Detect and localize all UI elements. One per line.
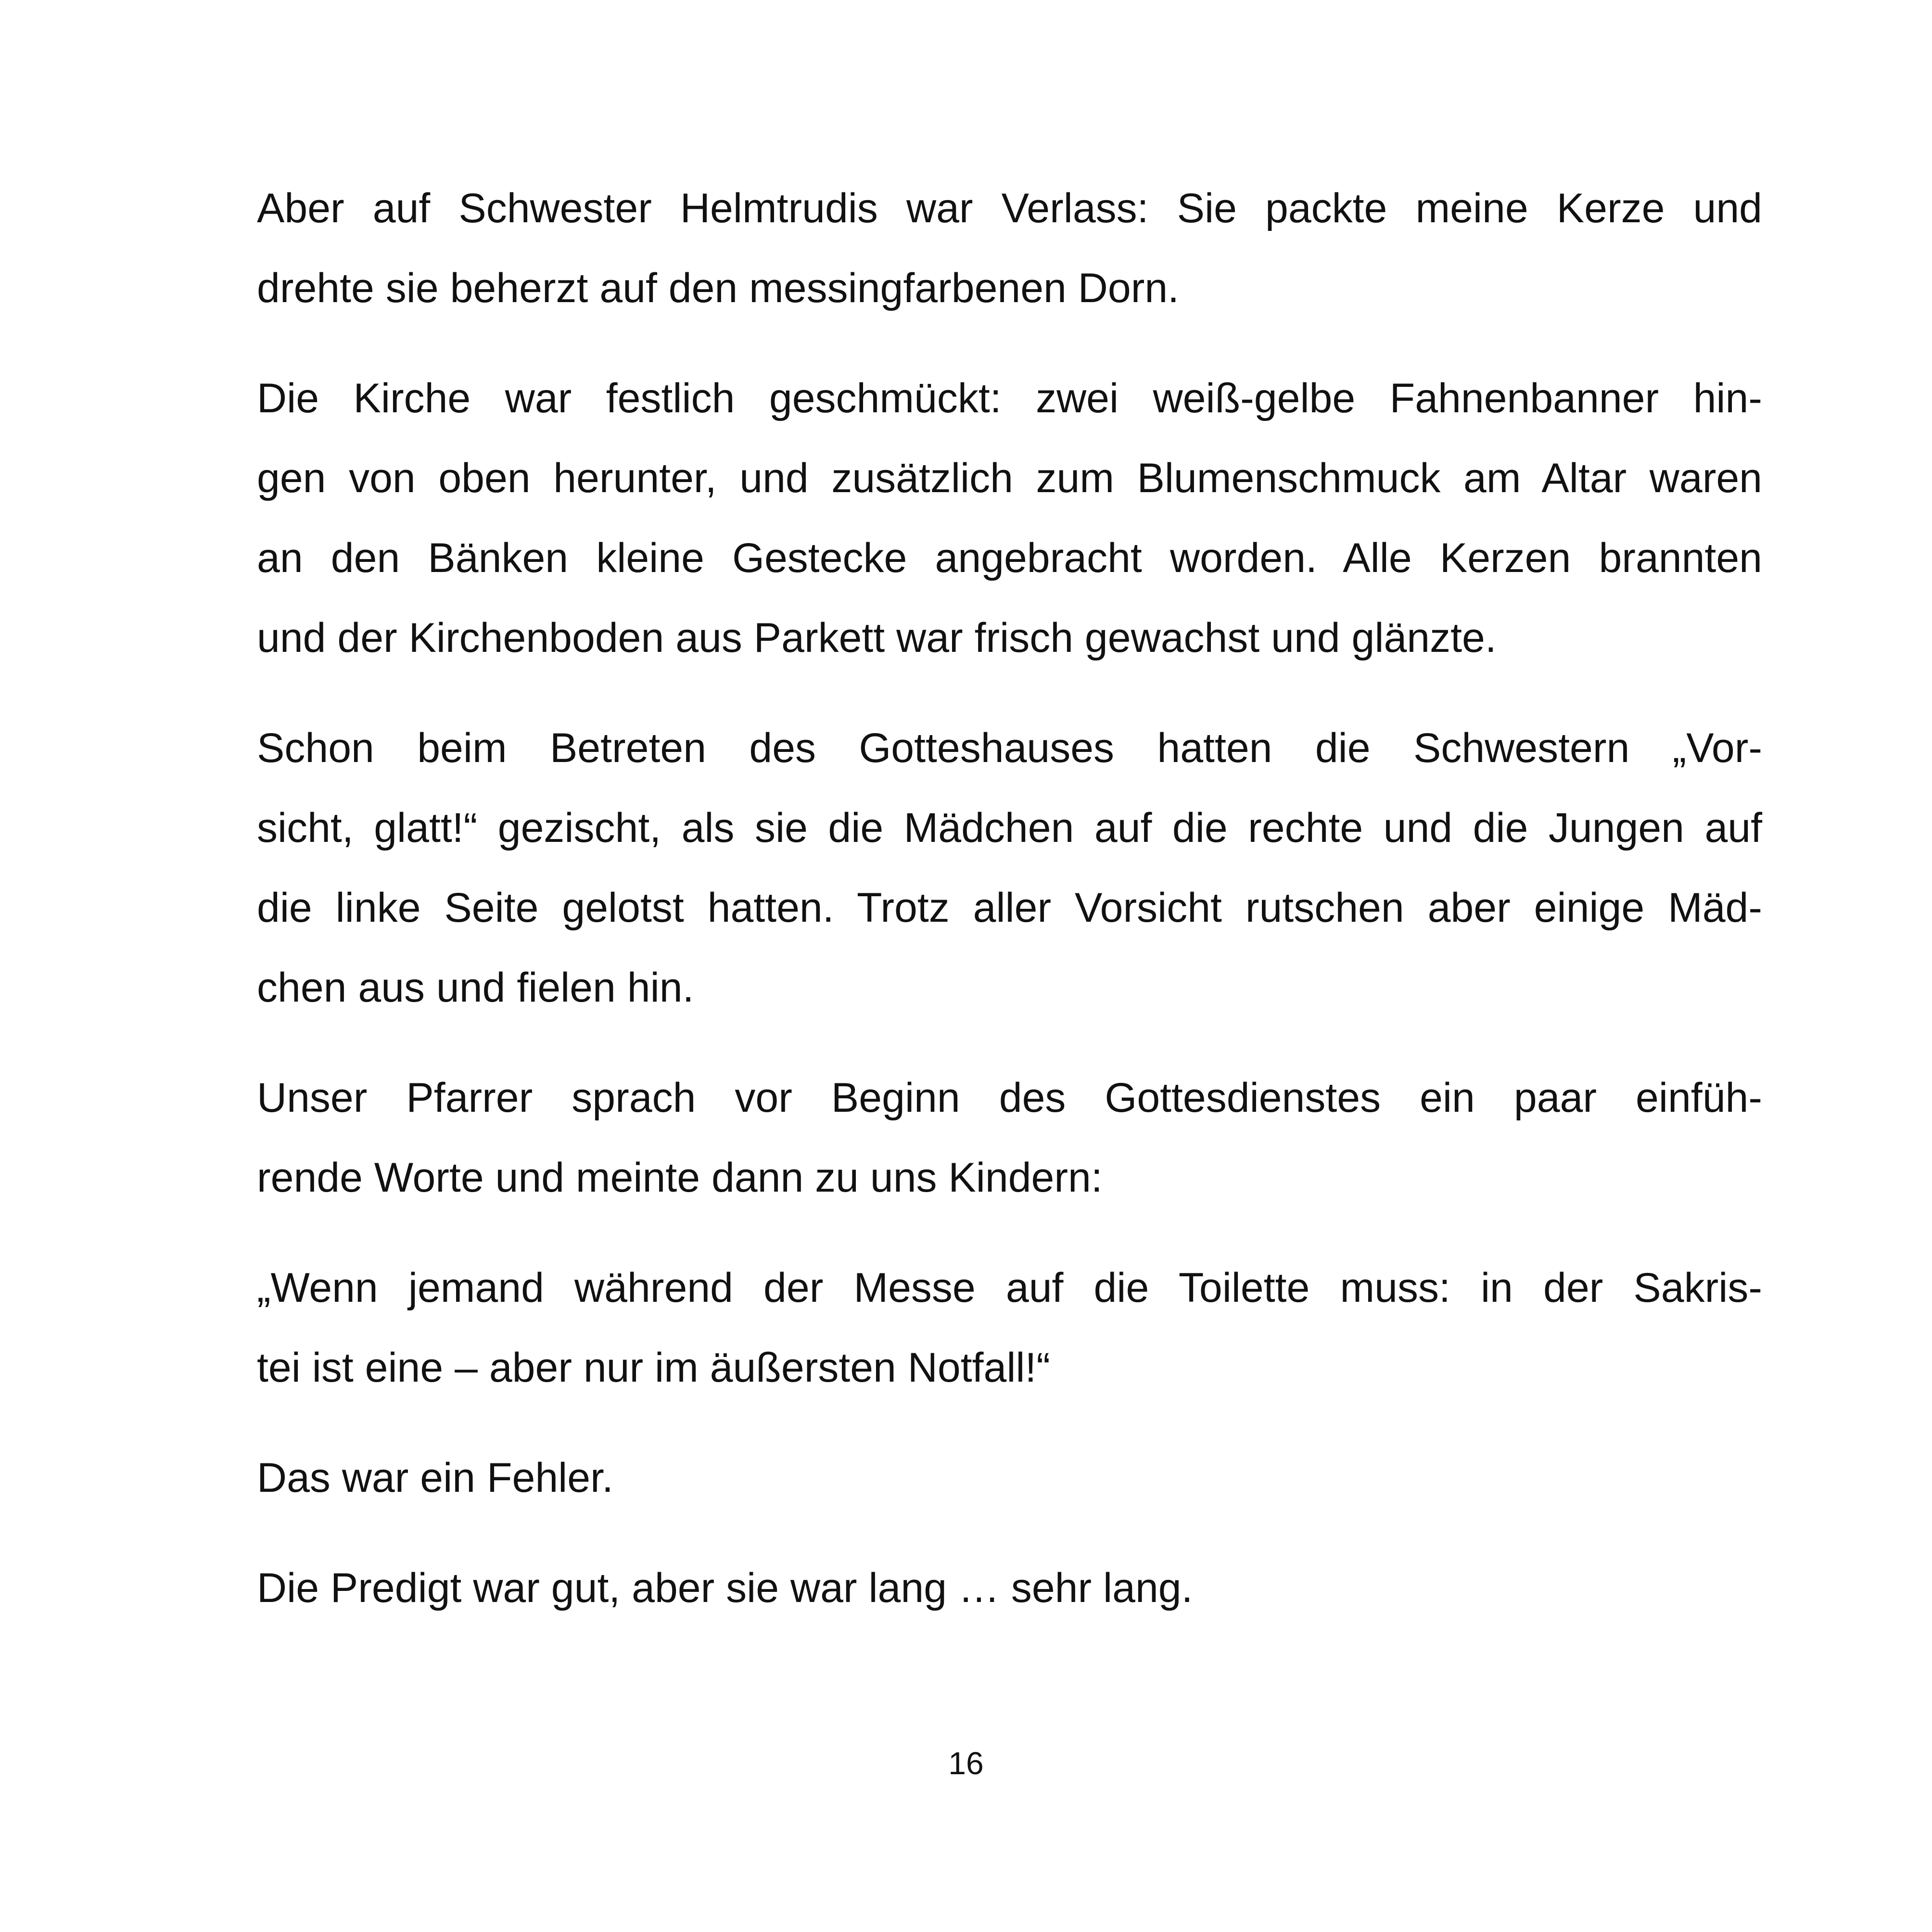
paragraph-2 — [172, 358, 1762, 678]
text-line: rende Worte und meinte dann zu uns Kindern: — [257, 1155, 1103, 1201]
text-line: Unser Pfarrer sprach vor Beginn des Gottesdienstes ein paar einfüh- — [257, 1075, 1762, 1121]
paragraph-7 — [172, 1548, 1762, 1628]
text-line: gen von oben herunter, und zusätzlich zum Blumenschmuck am Altar waren — [257, 455, 1762, 501]
text-line: chen aus und fielen hin. — [257, 965, 694, 1011]
paragraph-1 — [172, 168, 1762, 328]
text-line: Aber auf Schwester Helmtrudis war Verlass: Sie packte meine Kerze und — [257, 185, 1762, 231]
text-line: Die Kirche war festlich geschmückt: zwei weiß-gelbe Fahnenbanner hin- — [257, 375, 1762, 421]
text-line: drehte sie beherzt auf den messingfarbenen Dorn. — [257, 265, 1180, 311]
body-text — [172, 168, 1762, 1658]
text-line: Die Predigt war gut, aber sie war lang … sehr lang. — [257, 1565, 1193, 1611]
text-line: Das war ein Fehler. — [257, 1455, 613, 1501]
paragraph-5 — [172, 1248, 1762, 1408]
text-line: an den Bänken kleine Gestecke angebracht worden. Alle Kerzen brannten — [257, 535, 1762, 581]
paragraph-4 — [172, 1058, 1762, 1218]
paragraph-6 — [172, 1438, 1762, 1518]
text-line: und der Kirchenboden aus Parkett war frisch gewachst und glänzte. — [257, 615, 1497, 661]
text-line: „Wenn jemand während der Messe auf die Toilette muss: in der Sakris- — [257, 1265, 1762, 1311]
text-line: die linke Seite gelotst hatten. Trotz aller Vorsicht rutschen aber einige Mäd- — [257, 885, 1762, 931]
text-line: tei ist eine – aber nur im äußersten Notfall!“ — [257, 1345, 1051, 1391]
page-number: 16 — [948, 1745, 984, 1781]
text-line: Schon beim Betreten des Gotteshauses hatten die Schwestern „Vor- — [257, 725, 1762, 771]
paragraph-3 — [172, 708, 1762, 1028]
text-line: sicht, glatt!“ gezischt, als sie die Mädchen auf die rechte und die Jungen auf — [257, 805, 1762, 851]
